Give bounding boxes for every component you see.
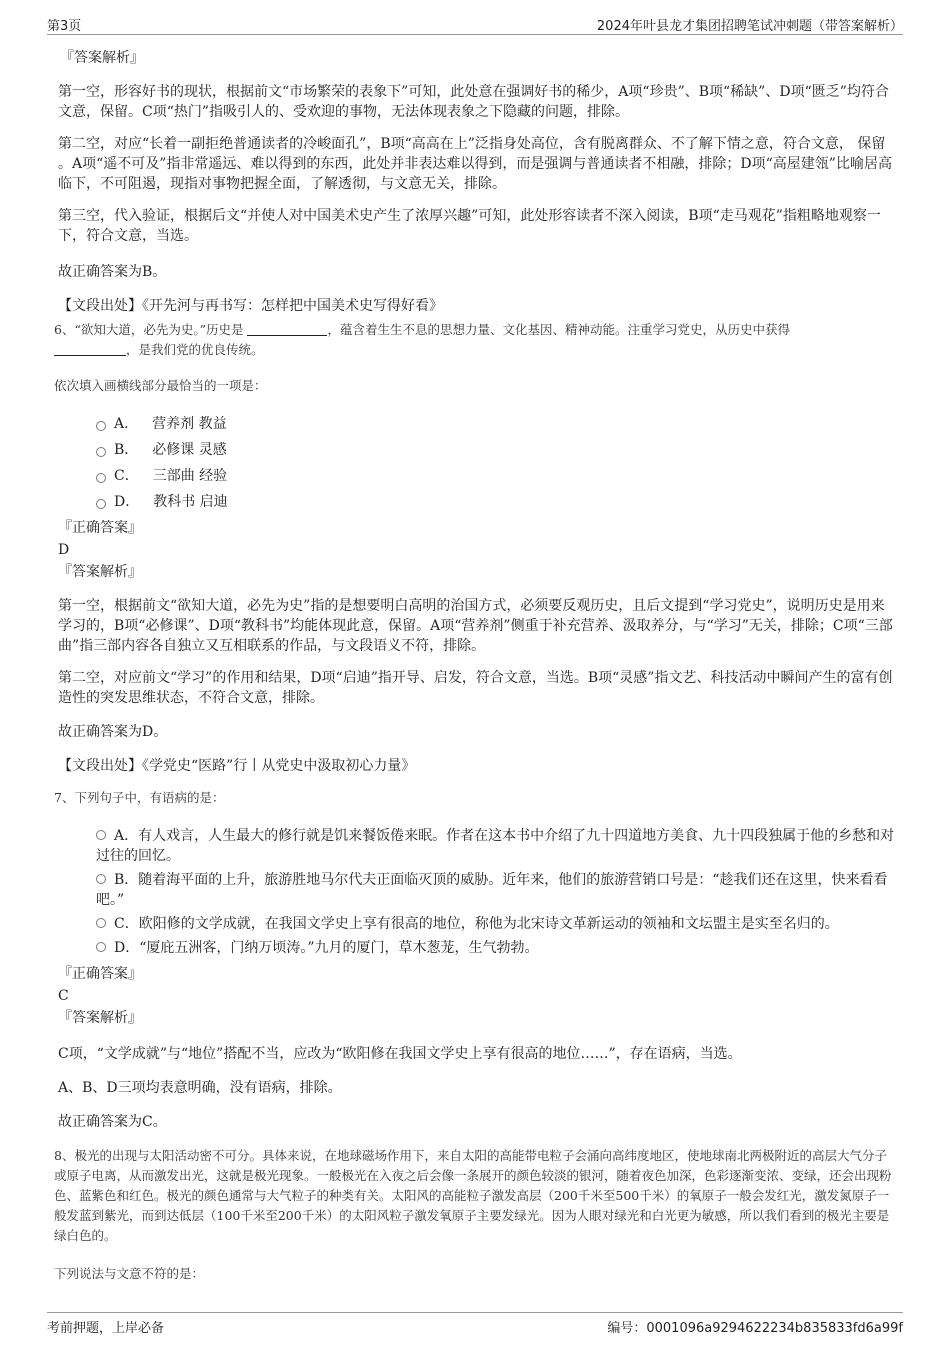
- q6-stem-part-b: ，蕴含着生生不息的思想力量、文化基因、精神动能。注重学习党史，从历史中获得: [327, 322, 790, 337]
- q7-stem: 7、下列句子中，有语病的是：: [54, 790, 225, 805]
- q7-analysis-p2: A、B、D三项均表意明确，没有语病，排除。: [58, 1080, 342, 1096]
- radio-icon[interactable]: [96, 499, 106, 509]
- radio-icon[interactable]: [96, 421, 106, 431]
- radio-icon[interactable]: [96, 447, 106, 457]
- radio-icon[interactable]: [96, 874, 106, 884]
- q6-instruction: 依次填入画横线部分最恰当的一项是：: [54, 378, 267, 393]
- q6-analysis-label: 『答案解析』: [58, 564, 142, 580]
- q6-option-d[interactable]: D． 教科书 启迪: [96, 492, 896, 512]
- page-footer: [47, 1312, 903, 1335]
- page-header: [47, 12, 903, 35]
- q6-analysis-p2: 第二空，对应前文“学习”的作用和结果，D项“启迪”指开导、启发，符合文意，当选。B项“灵感”指文艺、科技活动中瞬间产生的富有创造性的突发思维状态，不符合文意，排除。: [58, 670, 893, 706]
- q7-answer-label: 『正确答案』: [58, 966, 142, 982]
- q8-stem: 8、极光的出现与太阳活动密不可分。具体来说，在地球磁场作用下，来自太阳的高能带电粒子会涌向高纬度地区，使地球南北两极附近的高层大气分子或原子电离，从而激发出光，这就是极光现象。一般极光在入夜之后会像一条展开的颜色较淡的银河，随着夜色加深，色彩逐渐变浓、变绿，还会出现粉色、蓝紫色和红色。极光的颜色通常与大气粒子的种类有关。太阳风的高能粒子激发高层（200千米至500千米）的氧原子一般会发红光，激发氮原子一般发蓝到紫光，而到达低层（100千米至200千米）的太阳风粒子激发氧原子主要发绿光。因为人眼对绿光和白光更为敏感，所以我们看到的极光主要是绿白色的。: [54, 1148, 892, 1243]
- radio-icon[interactable]: [96, 942, 106, 952]
- q6-option-a[interactable]: A． 营养剂 教益: [96, 414, 896, 434]
- q7-analysis-p3: 故正确答案为C。: [58, 1114, 167, 1130]
- q7-option-b[interactable]: B．随着海平面的上升，旅游胜地马尔代夫正面临灭顶的威胁。近年来，他们的旅游营销口号是：“趁我们还在这里，快来看看吧。”: [96, 872, 888, 908]
- q6-analysis-p1: 第一空，根据前文“欲知大道，必先为史”指的是想要明白高明的治国方式，必须要反观历史，且后文提到“学习党史”，说明历史是用来学习的，B项“必修课”、D项“教科书”均能体现此意，保留。A项“营养剂”侧重于补充营养、汲取养分，与“学习”无关，排除；C项“三部曲”指三部内容各自独立又互相联系的作品，与文段语义不符，排除。: [58, 598, 893, 654]
- radio-icon[interactable]: [96, 918, 106, 928]
- q6-options: [96, 414, 896, 512]
- footer-serial: 编号：0001096a9294622234b835833fd6a99f: [607, 1321, 903, 1336]
- q5-analysis-p3: 第三空，代入验证，根据后文“并使人对中国美术史产生了浓厚兴趣”可知，此处形容读者不深入阅读，B项“走马观花”指粗略地观察一下，符合文意，当选。: [58, 208, 881, 244]
- document-title: 2024年叶县龙才集团招聘笔试冲刺题（带答案解析）: [596, 19, 903, 34]
- q7-analysis-p1: C项，“文学成就”与“地位”搭配不当，应改为“欧阳修在我国文学史上享有很高的地位……”，存在语病，当选。: [58, 1046, 742, 1062]
- q6-stem-part-c: ，是我们党的优良传统。: [126, 342, 264, 357]
- q5-analysis-p2: 第二空，对应“长着一副拒绝普通读者的冷峻面孔”，B项“高高在上”泛指身处高位，含有脱离群众、不了解下情之意，符合文意， 保留 。A项“遥不可及”指非常遥远、难以得到的东西，此处并非表达难以得到，而是强调与普通读者不相融，排除；D项“高屋建瓴”比喻居高临下，不可阻遏，现指对事物把握全面，了解透彻，与文意无关，排除。: [58, 136, 892, 192]
- q5-source: 【文段出处】《开先河与再书写：怎样把中国美术史写得好看》: [58, 298, 443, 314]
- q6-blank-2: [54, 341, 126, 356]
- q7-answer: C: [58, 988, 69, 1004]
- q6-analysis-p3: 故正确答案为D。: [58, 724, 168, 740]
- q7-option-c[interactable]: C．欧阳修的文学成就，在我国文学史上享有很高的地位，称他为北宋诗文革新运动的领袖和文坛盟主是实至名归的。: [96, 914, 896, 934]
- q5-analysis-p1: 第一空，形容好书的现状，根据前文“市场繁荣的表象下”可知，此处意在强调好书的稀少，A项“珍贵”、B项“稀缺”、D项“匮乏”均符合文意，保留。C项“热门”指吸引人的、受欢迎的事物，无法体现表象之下隐藏的问题，排除。: [58, 84, 889, 120]
- q7-option-a[interactable]: A．有人戏言，人生最大的修行就是饥来餐饭倦来眠。作者在这本书中介绍了九十四道地方美食、九十四段独属于他的乡愁和对过往的回忆。: [96, 828, 895, 864]
- footer-slogan: 考前押题，上岸必备: [47, 1321, 165, 1336]
- q6-blank-1: [247, 321, 327, 336]
- q6-source: 【文段出处】《学党史“医路”行丨从党史中汲取初心力量》: [58, 758, 416, 774]
- q6-answer-label: 『正确答案』: [58, 520, 142, 536]
- q7-option-d[interactable]: D．“厦庇五洲客，门纳万顷涛。”九月的厦门，草木葱茏，生气勃勃。: [96, 938, 896, 958]
- radio-icon[interactable]: [96, 473, 106, 483]
- page-number: 第3页: [47, 19, 82, 34]
- q6-stem: [54, 320, 896, 360]
- q5-analysis-p4: 故正确答案为B。: [58, 264, 167, 280]
- page-content: [56, 44, 896, 1302]
- q5-analysis-label: 『答案解析』: [60, 50, 144, 66]
- q7-options: [96, 826, 896, 958]
- q6-stem-part-a: 6、“欲知大道，必先为史。”历史是: [54, 322, 244, 337]
- radio-icon[interactable]: [96, 830, 106, 840]
- q8-instruction: 下列说法与文意不符的是：: [54, 1266, 205, 1281]
- q6-answer: D: [58, 542, 70, 558]
- q6-option-c[interactable]: C． 三部曲 经验: [96, 466, 896, 486]
- q6-option-b[interactable]: B． 必修课 灵感: [96, 440, 896, 460]
- q7-analysis-label: 『答案解析』: [58, 1010, 142, 1026]
